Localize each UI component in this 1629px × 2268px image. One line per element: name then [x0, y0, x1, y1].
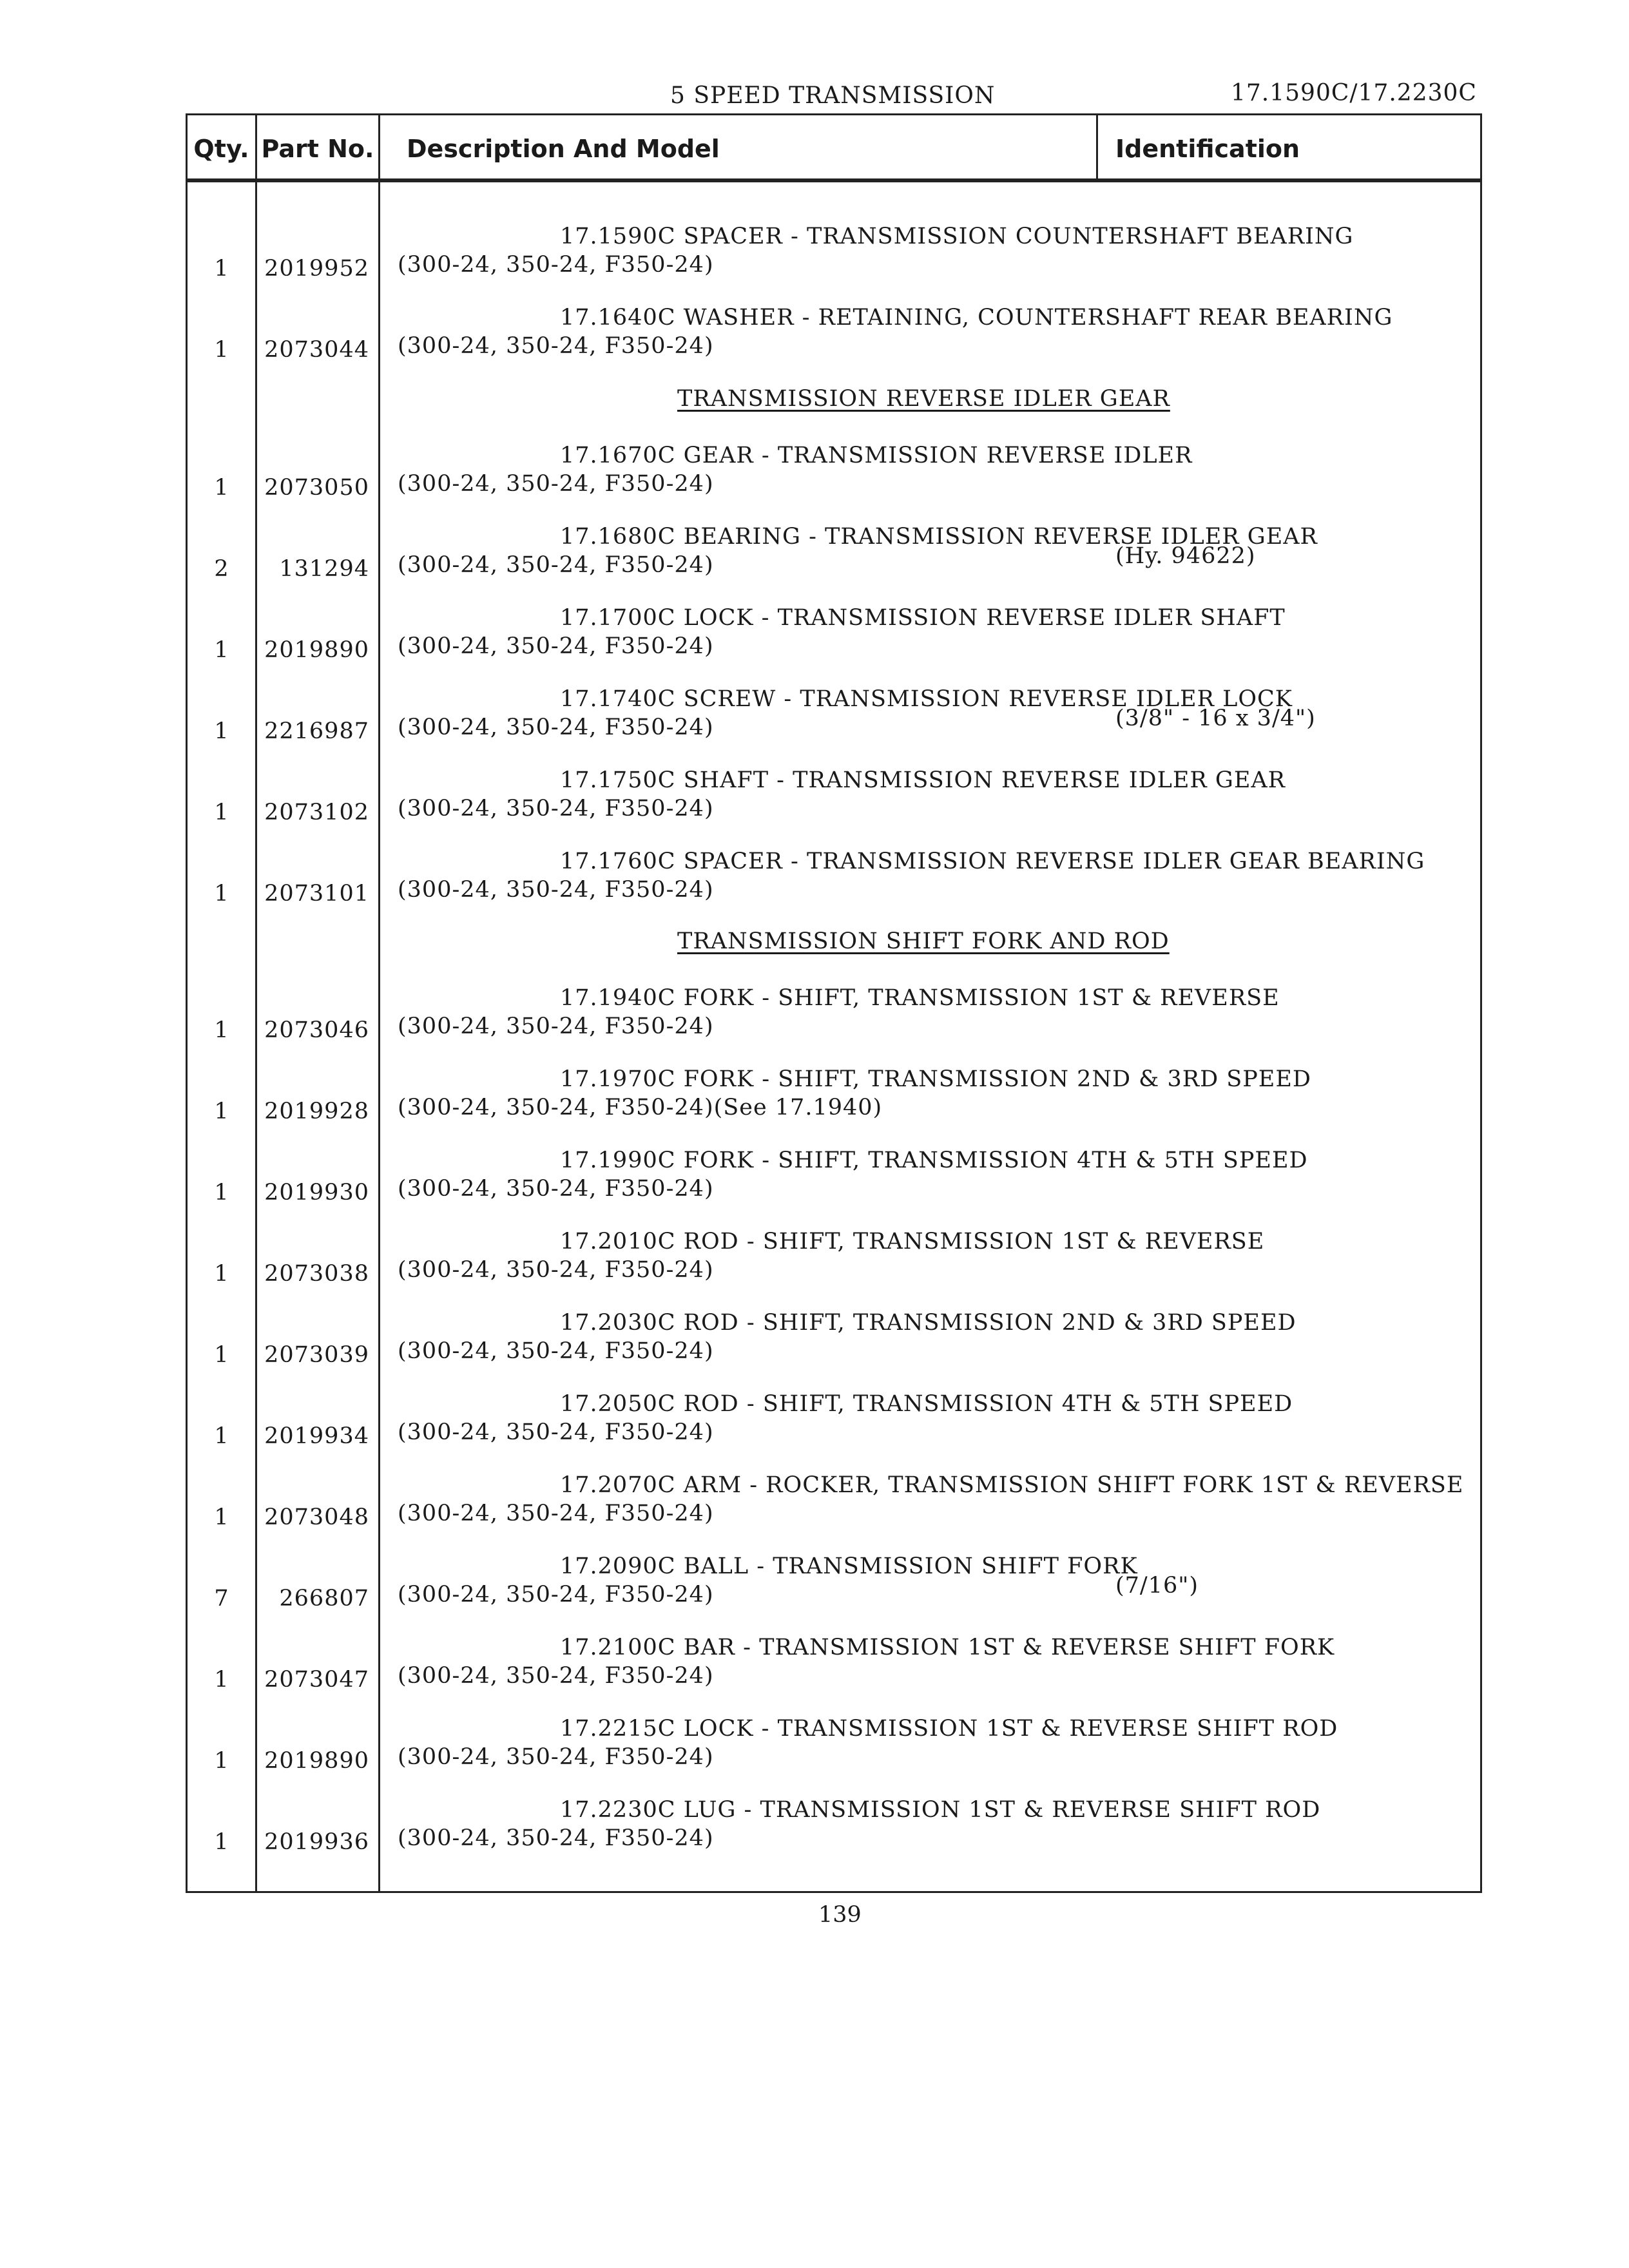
item-qty: 1 — [214, 1099, 229, 1124]
item-qty: 1 — [214, 1423, 229, 1449]
page-title: 5 SPEED TRANSMISSION — [670, 82, 996, 109]
item-qty: 1 — [214, 1017, 229, 1043]
item-title: 17.1670C GEAR - TRANSMISSION REVERSE IDLER — [560, 443, 1193, 468]
item-identification: (Hy. 94622) — [1115, 543, 1256, 569]
item-models: (300-24, 350-24, F350-24) — [398, 715, 714, 740]
table-row — [188, 524, 1480, 605]
item-part-number: 2073101 — [264, 881, 369, 907]
item-part-number: 2073044 — [264, 337, 369, 363]
item-title: 17.2090C BALL - TRANSMISSION SHIFT FORK — [560, 1553, 1138, 1579]
item-models: (300-24, 350-24, F350-24) — [398, 1663, 714, 1689]
item-part-number: 2019952 — [264, 256, 369, 282]
table-row — [188, 1391, 1480, 1472]
item-part-number: 2073047 — [264, 1667, 369, 1693]
header-identification: Identification — [1115, 135, 1300, 163]
table-row — [188, 224, 1480, 305]
item-part-number: 131294 — [279, 556, 369, 582]
item-qty: 1 — [214, 256, 229, 282]
section-reference: 17.1590C/17.2230C — [1231, 80, 1477, 106]
item-identification: (7/16") — [1115, 1573, 1199, 1599]
item-models: (300-24, 350-24, F350-24) — [398, 471, 714, 497]
table-header — [188, 115, 1480, 182]
table-row — [188, 605, 1480, 686]
item-models: (300-24, 350-24, F350-24) — [398, 1338, 714, 1364]
table-row — [188, 443, 1480, 524]
item-part-number: 2073050 — [264, 475, 369, 501]
table-row — [188, 1553, 1480, 1635]
item-identification: (3/8" - 16 x 3/4") — [1115, 706, 1316, 731]
item-qty: 1 — [214, 337, 229, 363]
item-part-number: 2073046 — [264, 1017, 369, 1043]
item-models: (300-24, 350-24, F350-24)(See 17.1940) — [398, 1095, 883, 1120]
item-models: (300-24, 350-24, F350-24) — [398, 877, 714, 903]
table-row — [188, 1229, 1480, 1310]
item-qty: 1 — [214, 1829, 229, 1855]
item-models: (300-24, 350-24, F350-24) — [398, 1825, 714, 1851]
item-title: 17.1760C SPACER - TRANSMISSION REVERSE IDLER GEAR BEARING — [560, 849, 1425, 874]
item-part-number: 2019934 — [264, 1423, 369, 1449]
item-title: 17.1590C SPACER - TRANSMISSION COUNTERSHAFT BEARING — [560, 224, 1354, 249]
item-title: 17.2215C LOCK - TRANSMISSION 1ST & REVERSE SHIFT ROD — [560, 1716, 1338, 1742]
item-title: 17.2030C ROD - SHIFT, TRANSMISSION 2ND & 3RD SPEED — [560, 1310, 1296, 1336]
item-title: 17.2050C ROD - SHIFT, TRANSMISSION 4TH & 5TH SPEED — [560, 1391, 1293, 1417]
item-qty: 1 — [214, 1180, 229, 1206]
item-part-number: 2019890 — [264, 1748, 369, 1774]
item-qty: 1 — [214, 637, 229, 663]
item-models: (300-24, 350-24, F350-24) — [398, 633, 714, 659]
item-models: (300-24, 350-24, F350-24) — [398, 1501, 714, 1526]
table-row — [188, 767, 1480, 849]
item-qty: 7 — [214, 1586, 229, 1611]
table-row — [188, 305, 1480, 386]
item-part-number: 2019936 — [264, 1829, 369, 1855]
table-row — [188, 1635, 1480, 1716]
item-models: (300-24, 350-24, F350-24) — [398, 1419, 714, 1445]
item-part-number: 2019890 — [264, 637, 369, 663]
item-title: 17.2010C ROD - SHIFT, TRANSMISSION 1ST & REVERSE — [560, 1229, 1265, 1254]
header-qty: Qty. — [193, 135, 249, 163]
item-part-number: 2216987 — [264, 718, 369, 744]
item-part-number: 2073039 — [264, 1342, 369, 1368]
item-qty: 1 — [214, 881, 229, 907]
item-qty: 1 — [214, 1342, 229, 1368]
table-row — [188, 686, 1480, 767]
item-models: (300-24, 350-24, F350-24) — [398, 252, 714, 278]
item-title: 17.2100C BAR - TRANSMISSION 1ST & REVERSE SHIFT FORK — [560, 1635, 1335, 1660]
item-part-number: 2019930 — [264, 1180, 369, 1206]
item-title: 17.1990C FORK - SHIFT, TRANSMISSION 4TH & 5TH SPEED — [560, 1148, 1308, 1173]
item-part-number: 2019928 — [264, 1099, 369, 1124]
item-part-number: 2073038 — [264, 1261, 369, 1287]
item-title: 17.1700C LOCK - TRANSMISSION REVERSE IDLER SHAFT — [560, 605, 1286, 631]
item-title: 17.2230C LUG - TRANSMISSION 1ST & REVERSE SHIFT ROD — [560, 1797, 1321, 1823]
item-models: (300-24, 350-24, F350-24) — [398, 1582, 714, 1608]
item-models: (300-24, 350-24, F350-24) — [398, 333, 714, 359]
table-row — [188, 849, 1480, 930]
item-title: 17.1940C FORK - SHIFT, TRANSMISSION 1ST & REVERSE — [560, 985, 1280, 1011]
item-part-number: 2073048 — [264, 1504, 369, 1530]
item-qty: 1 — [214, 800, 229, 825]
table-body — [188, 182, 1480, 1893]
item-qty: 1 — [214, 1504, 229, 1530]
table-row — [188, 1310, 1480, 1391]
item-part-number: 266807 — [279, 1586, 369, 1611]
item-models: (300-24, 350-24, F350-24) — [398, 796, 714, 822]
table-row — [188, 1716, 1480, 1797]
item-qty: 1 — [214, 718, 229, 744]
parts-table — [186, 113, 1482, 1893]
item-title: 17.1680C BEARING - TRANSMISSION REVERSE IDLER GEAR — [560, 524, 1318, 550]
item-title: 17.2070C ARM - ROCKER, TRANSMISSION SHIFT FORK 1ST & REVERSE — [560, 1472, 1464, 1498]
header-description: Description And Model — [407, 135, 720, 163]
item-title: 17.1970C FORK - SHIFT, TRANSMISSION 2ND & 3RD SPEED — [560, 1066, 1311, 1092]
item-models: (300-24, 350-24, F350-24) — [398, 552, 714, 578]
item-title: 17.1740C SCREW - TRANSMISSION REVERSE IDLER LOCK — [560, 686, 1293, 712]
item-models: (300-24, 350-24, F350-24) — [398, 1014, 714, 1039]
item-models: (300-24, 350-24, F350-24) — [398, 1176, 714, 1202]
item-qty: 1 — [214, 1748, 229, 1774]
item-models: (300-24, 350-24, F350-24) — [398, 1744, 714, 1770]
table-row — [188, 985, 1480, 1066]
item-title: 17.1640C WASHER - RETAINING, COUNTERSHAFT REAR BEARING — [560, 305, 1393, 331]
table-row — [188, 1066, 1480, 1148]
item-title: 17.1750C SHAFT - TRANSMISSION REVERSE IDLER GEAR — [560, 767, 1286, 793]
table-row — [188, 1797, 1480, 1878]
item-qty: 1 — [214, 1261, 229, 1287]
item-part-number: 2073102 — [264, 800, 369, 825]
table-row — [188, 1472, 1480, 1553]
item-qty: 1 — [214, 1667, 229, 1693]
item-models: (300-24, 350-24, F350-24) — [398, 1257, 714, 1283]
page-number: 139 — [818, 1902, 862, 1928]
header-part-no: Part No. — [261, 135, 374, 163]
section-heading: TRANSMISSION REVERSE IDLER GEAR — [677, 386, 1170, 412]
item-qty: 2 — [214, 556, 229, 582]
item-qty: 1 — [214, 475, 229, 501]
table-row — [188, 1148, 1480, 1229]
section-heading: TRANSMISSION SHIFT FORK AND ROD — [677, 928, 1170, 954]
